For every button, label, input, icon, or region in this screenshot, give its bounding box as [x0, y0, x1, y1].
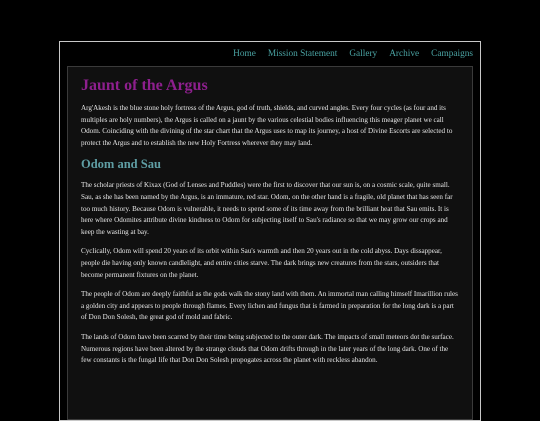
- page-title: Jaunt of the Argus: [81, 77, 208, 94]
- section-paragraph-3: The people of Odom are deeply faithful as the gods walk the stony land with them. An immortal man calling himself Imarillion rules a golden city and appears to people through flames. Every lichen and fungus that is farmed in preparation for the long dark is a part of Don Don Solesh, the great god of mold and fabric.: [81, 290, 458, 322]
- nav-gallery-link[interactable]: Gallery: [349, 49, 378, 59]
- article-content: [67, 66, 473, 420]
- page-frame: [59, 41, 481, 421]
- nav-mission-statement-link[interactable]: Mission Statement: [267, 49, 338, 59]
- intro-paragraph: Arg'Akesh is the blue stone holy fortress of the Argus, god of truth, shields, and curved angles. Every four cycles (as four and its multiples are holy numbers), the Argus is called on a jaunt by the various celestial bodies influencing this meager planet we call Odom. Coinciding with the divining of the star chart that the Argus uses to map its journey, a host of Divine Escorts are selected to protect the Argus and to establish the new Holy Fortress wherever they may land.: [81, 104, 453, 147]
- main-nav: [60, 42, 480, 66]
- section-heading: Odom and Sau: [81, 157, 161, 172]
- section-paragraph-2: Cyclically, Odom will spend 20 years of its orbit within Sau's warmth and then 20 years out in the cold abyss. Days dissappear, people die having only known candlelight, and entire cities starve. The dark brings new creatures from the stars, outsiders that become permanent fixtures on the planet.: [81, 247, 442, 279]
- nav-archive-link[interactable]: Archive: [389, 49, 420, 59]
- nav-campaigns-link[interactable]: Campaigns: [431, 49, 473, 59]
- section-paragraph-1: The scholar priests of Kixax (God of Lenses and Puddles) were the first to discover that our sun is, on a cosmic scale, quite small. Sau, as she has been named by the Argus, is an immature, red star. Odom, on the other hand is a fragile, old planet that has seen far too much history. Because Odom is vulnerable, it needs to spend some of its time away from the brilliant heat that Sau emits. It is here where Odomites attribute divine kindness to Odom for subjecting itself to Sau's radiance so that we may grow our crops and keep the wasting at bay.: [81, 181, 453, 236]
- nav-home-link[interactable]: Home: [233, 49, 256, 59]
- section-paragraph-4: The lands of Odom have been scarred by their time being subjected to the outer dark. The impacts of small meteors dot the surface. Numerous regions have been altered by the strange clouds that Odom drifts through in the later years of the long dark. One of the few constants is the fungal life that Don Don Solesh propogates across the planet with reckless abandon.: [81, 332, 454, 365]
